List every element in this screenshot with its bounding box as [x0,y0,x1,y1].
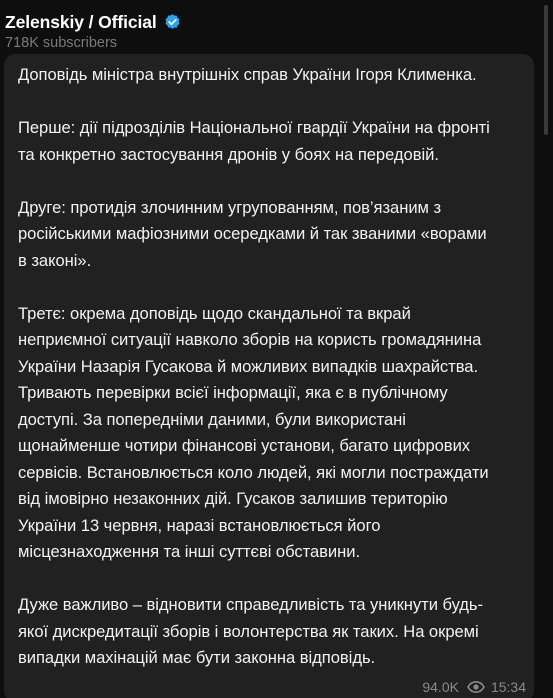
message-bubble[interactable] [4,54,534,698]
message-time: 15:34 [490,679,526,695]
message-paragraph: Перше: дії підрозділів Національної гвардії України на фронті та конкретно застосування дронів у боях на передовій. [18,118,490,164]
message-paragraph: Третє: окрема доповідь щодо скандальної та вкрай неприємної ситуації навколо зборів на користь громадянина України Назарія Гусакова й можливих випадків шахрайства. Тривають перевірки всієї інформації, яка є в публічному доступі. За попередніми даними, були використані щонайменше чотири фінансові установи, багато цифрових сервісів. Встановлюється коло людей, які могли постраждати від імовірно незаконних дій. Гусаков залишив територію України 13 червня, наразі встановлюється його місцезнаходження та інші суттєві обставини. [18,303,489,561]
scrollbar-thumb[interactable] [544,5,548,135]
message-text [18,62,530,672]
channel-name[interactable]: Zelenskiy / Official [5,12,157,32]
view-count: 94.0K [422,679,459,695]
channel-title-row [5,11,445,33]
channel-header[interactable] [5,11,445,53]
eye-icon [467,681,485,693]
message-meta [422,679,526,695]
subscriber-count: 718K subscribers [5,35,118,51]
verified-badge-icon [163,13,182,32]
message-paragraph: Доповідь міністра внутрішніх справ України Ігоря Клименка. [18,65,477,84]
message-paragraph: Дуже важливо – відновити справедливість та уникнути будь- якої дискредитації зборів і волонтерства як таких. На окремі випадки махінацій має бути законна відповідь. [18,595,483,667]
message-paragraph: Друге: протидія злочинним угрупованням, пов’язаним з російськими мафіозними осередками й так званими «ворами в законі». [18,197,487,270]
